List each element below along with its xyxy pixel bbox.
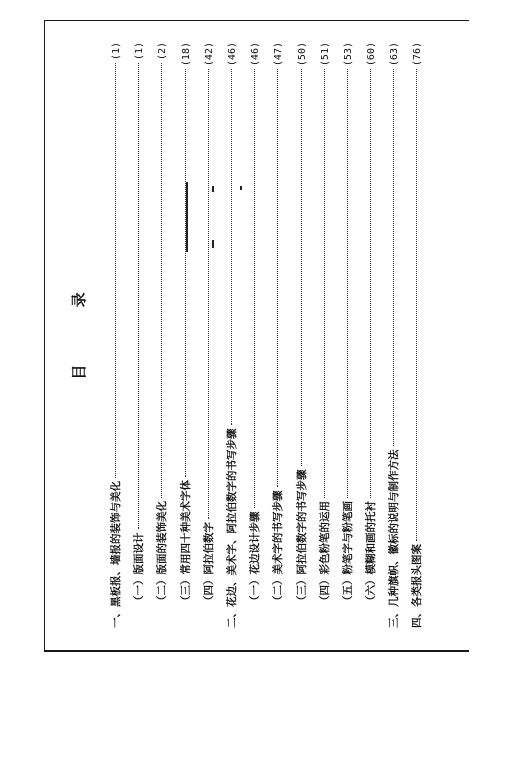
dot-leader — [161, 63, 162, 498]
dot-leader — [208, 69, 209, 519]
dot-leader — [115, 63, 116, 478]
toc-entry-page: (18) — [180, 42, 192, 67]
toc-entry — [409, 42, 432, 628]
toc-entry — [108, 42, 131, 628]
toc-entry-label: 四、各类报头图案 — [411, 544, 424, 628]
dot-leader — [277, 69, 278, 487]
toc-list — [108, 42, 433, 628]
dot-leader — [393, 69, 394, 446]
toc-entry-label: 三、几种旗帜、徽标的说明与制作方法 — [388, 449, 401, 628]
toc-entry — [178, 42, 201, 628]
toc-entry-page: (42) — [203, 42, 215, 67]
toc-entry — [131, 42, 154, 628]
toc-entry-label: （四）彩色粉笔的运用 — [318, 501, 331, 606]
dot-leader — [347, 69, 348, 498]
toc-entry-page: (46) — [226, 42, 238, 67]
toc-entry-page: (51) — [319, 42, 331, 67]
ink-blot — [186, 182, 188, 252]
toc-entry-page: (63) — [389, 42, 401, 67]
toc-entry-page: (53) — [342, 42, 354, 67]
toc-entry — [317, 42, 340, 628]
toc-entry-label: （二）美术字的书写步骤 — [272, 490, 285, 606]
toc-entry-page: (46) — [250, 42, 262, 67]
toc-entry — [363, 42, 386, 628]
ink-blot — [240, 186, 242, 190]
toc-entry-page: (1) — [111, 42, 122, 61]
dot-leader — [231, 69, 232, 425]
toc-entry-label: （三）常用四十种美术字体 — [179, 480, 192, 606]
toc-entry-page: (60) — [366, 42, 378, 67]
toc-entry — [386, 42, 409, 628]
toc-title: 目 录 — [70, 266, 88, 380]
toc-entry-page: (50) — [296, 42, 308, 67]
toc-entry-label: （一）花边设计步骤 — [249, 511, 262, 606]
ink-blot — [212, 240, 214, 248]
toc-entry-page: (76) — [412, 42, 424, 67]
toc-entry-label: （六）模糊和画的托衬 — [365, 501, 378, 606]
ink-blot — [212, 186, 214, 192]
dot-leader — [324, 69, 325, 498]
dot-leader — [301, 69, 302, 466]
dot-leader — [416, 69, 417, 541]
toc-entry-label: （三）阿拉伯数字的书写步骤 — [295, 469, 308, 606]
toc-entry-page: (47) — [273, 42, 285, 67]
toc-entry — [294, 42, 317, 628]
dot-leader — [370, 69, 371, 498]
toc-rotated-content — [44, 20, 469, 652]
toc-entry-label: （一）版面设计 — [133, 532, 146, 606]
toc-entry-label: 二、花边、美术字、阿拉伯数字的书写步骤 — [225, 428, 238, 628]
toc-entry — [270, 42, 293, 628]
toc-entry-label: 一、黑板报、墙报的装饰与美化 — [110, 481, 122, 628]
toc-entry — [340, 42, 363, 628]
toc-entry-label: （四）阿拉伯数字 — [202, 522, 215, 606]
toc-entry-label: （二）版面的装饰美化 — [156, 501, 169, 606]
dot-leader — [254, 69, 255, 508]
toc-entry-page: (1) — [134, 42, 146, 61]
toc-entry-page: (2) — [157, 42, 169, 61]
toc-entry — [154, 42, 177, 628]
toc-entry — [201, 42, 224, 628]
dot-leader — [185, 69, 186, 477]
toc-entry — [224, 42, 247, 628]
dot-leader — [138, 63, 139, 529]
toc-entry — [247, 42, 270, 628]
toc-entry-label: （五）粉笔字与粉笔画 — [341, 501, 354, 606]
